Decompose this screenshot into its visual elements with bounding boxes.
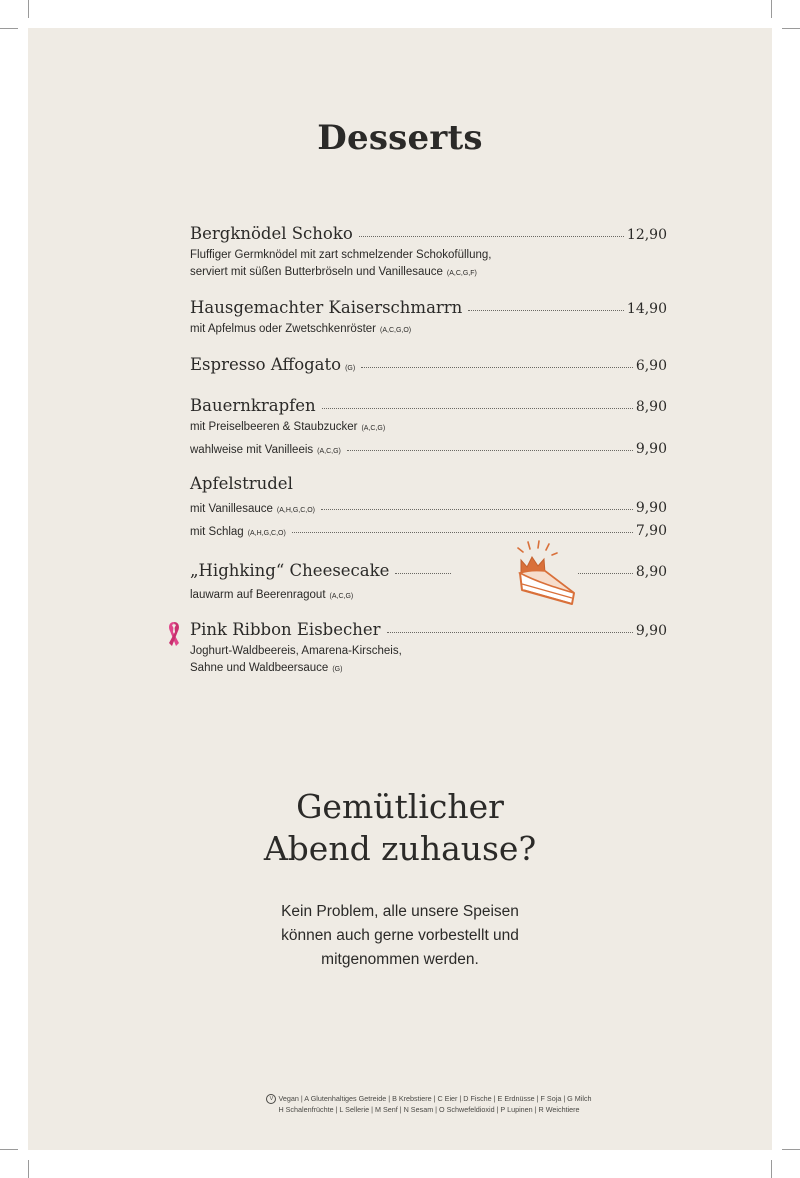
- dot-leader: [468, 310, 624, 311]
- dot-leader: [578, 573, 633, 574]
- item-description: mit Preiselbeeren & Staubzucker (A,C,G): [190, 421, 386, 433]
- dot-leader: [347, 450, 633, 451]
- option-label: mit Vanillesauce: [190, 503, 273, 515]
- crop-mark: [0, 28, 18, 29]
- crop-mark: [771, 1160, 772, 1178]
- crop-mark: [782, 28, 800, 29]
- item-description: mit Apfelmus oder Zwetschkenröster (A,C,G,O): [190, 323, 412, 335]
- dot-leader: [361, 367, 633, 368]
- item-name: Apfelstrudel: [190, 474, 293, 493]
- dot-leader: [321, 509, 633, 510]
- menu-item-row: [190, 474, 667, 493]
- item-price: 8,90: [635, 564, 668, 580]
- takeaway-text: Kein Problem, alle unsere Speisen können auch gerne vorbestellt und mitgenommen werden.: [281, 903, 519, 968]
- page-title: Desserts: [317, 118, 483, 158]
- allergen-codes: (A,C,G,F): [446, 270, 477, 277]
- allergen-codes: (G): [332, 666, 343, 673]
- menu-item-row: [190, 396, 667, 415]
- item-description: Joghurt-Waldbeereis, Amarena-Kirscheis, Sahne und Waldbeersauce (G): [190, 645, 402, 674]
- option-price: 9,90: [635, 441, 667, 457]
- allergen-legend: V Vegan | A Glutenhaltiges Getreide | B Krebstiere | C Eier | D Fische | E Erdnüsse | F Soja | G Milch H Schalenfrüchte | L Sellerie | M Senf | N Sesam | O Schwefeldioxid | P Lupinen | R Weichtiere: [0, 1093, 800, 1115]
- allergen-codes: (A,H,G,C,O): [247, 530, 286, 537]
- item-name: Hausgemachter Kaiserschmarrn: [190, 298, 463, 317]
- menu-item-row: [190, 224, 667, 243]
- option-label: wahlweise mit Vanilleeis: [190, 444, 314, 456]
- item-name: Espresso Affogato: [190, 355, 342, 374]
- allergen-codes: (A,C,G,O): [380, 327, 412, 334]
- dot-leader: [395, 573, 450, 574]
- allergen-codes: (A,C,G): [361, 425, 386, 432]
- crop-mark: [771, 0, 772, 18]
- item-price: 14,90: [626, 301, 667, 317]
- item-name: Pink Ribbon Eisbecher: [190, 620, 381, 639]
- option-price: 7,90: [635, 523, 667, 539]
- allergen-codes: (A,H,G,C,O): [276, 507, 316, 514]
- item-price: 8,90: [635, 399, 667, 415]
- crop-mark: [0, 1149, 18, 1150]
- pink-ribbon-icon: [165, 620, 183, 650]
- item-price: 6,90: [635, 358, 667, 374]
- allergen-codes: (A,C,G): [317, 448, 341, 455]
- item-name: Bauernkrapfen: [190, 396, 316, 415]
- dot-leader: [387, 632, 633, 633]
- option-label: mit Schlag: [190, 526, 244, 538]
- takeaway-heading: Gemütlicher Abend zuhause?: [263, 787, 537, 868]
- menu-option-row: [190, 441, 667, 457]
- item-price: 12,90: [626, 227, 667, 243]
- crop-mark: [782, 1149, 800, 1150]
- menu-item-row: [190, 561, 667, 580]
- item-description: lauwarm auf Beerenragout (A,C,G): [190, 589, 354, 601]
- menu-item-row: [190, 620, 667, 639]
- crop-mark: [28, 0, 29, 18]
- menu-option-row: [190, 500, 667, 516]
- cheesecake-crown-icon: [512, 540, 578, 614]
- allergen-codes: (A,C,G): [329, 593, 354, 600]
- dot-leader: [292, 532, 633, 533]
- option-price: 9,90: [635, 500, 667, 516]
- menu-option-row: [190, 523, 667, 539]
- menu-item-row: [190, 298, 667, 317]
- dot-leader: [322, 408, 633, 409]
- vegan-icon: V: [266, 1094, 276, 1104]
- allergen-codes: (G): [345, 365, 356, 372]
- menu-item-row: [190, 355, 667, 374]
- dot-leader: [359, 236, 624, 237]
- item-name: „Highking“ Cheesecake: [190, 561, 390, 580]
- item-name: Bergknödel Schoko: [190, 224, 353, 243]
- crop-mark: [28, 1160, 29, 1178]
- item-price: 9,90: [635, 623, 667, 639]
- item-description: Fluffiger Germknödel mit zart schmelzender Schokofüllung, serviert mit süßen Butterbröseln und Vanillesauce (A,C,G,F): [190, 249, 492, 278]
